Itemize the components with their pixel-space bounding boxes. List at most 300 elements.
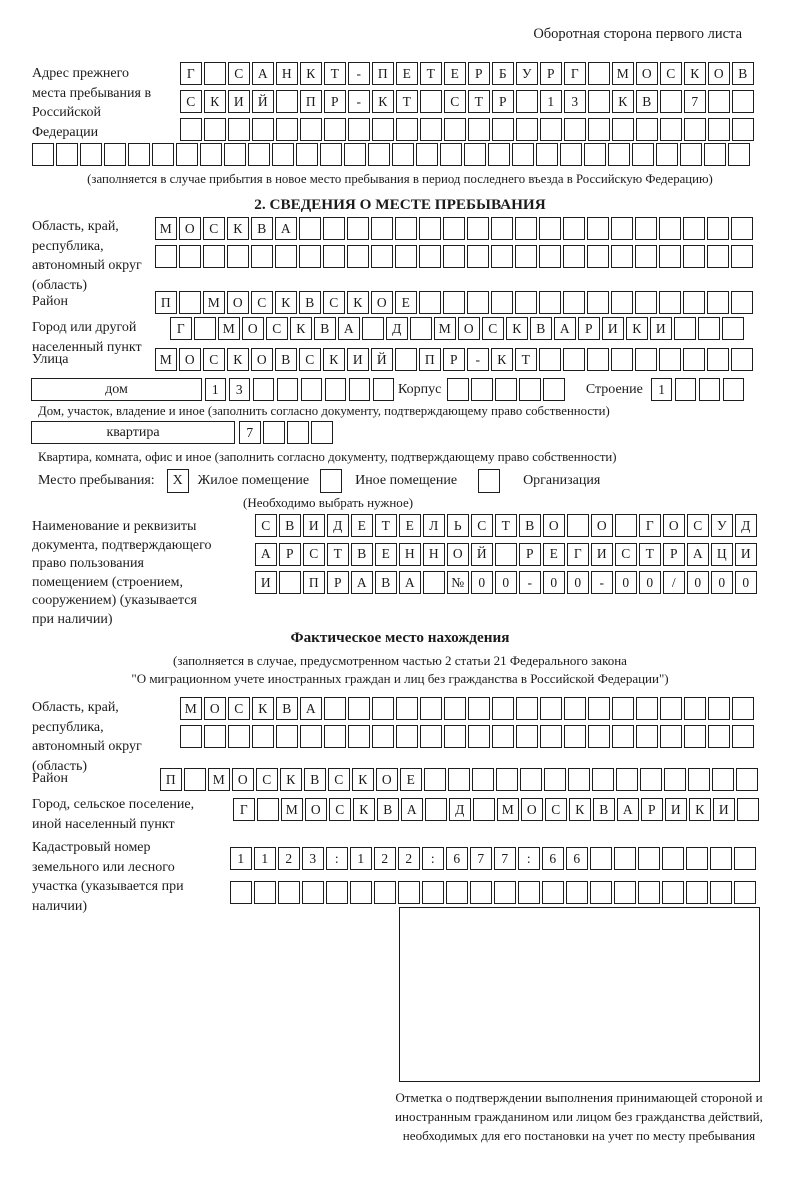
char-cell[interactable]: Н	[423, 543, 445, 566]
char-cell[interactable]: А	[399, 571, 421, 594]
char-cell[interactable]: М	[180, 697, 202, 720]
char-cell[interactable]: С	[660, 62, 682, 85]
char-cell[interactable]: А	[255, 543, 277, 566]
char-cell[interactable]: В	[314, 317, 336, 340]
char-cell[interactable]	[372, 725, 394, 748]
char-cell[interactable]	[707, 245, 729, 268]
char-cell[interactable]	[299, 217, 321, 240]
char-cell[interactable]	[443, 217, 465, 240]
char-cell[interactable]: А	[338, 317, 360, 340]
char-cell[interactable]	[660, 697, 682, 720]
char-cell[interactable]	[683, 291, 705, 314]
char-cell[interactable]	[612, 118, 634, 141]
char-cell[interactable]	[348, 725, 370, 748]
char-cell[interactable]: 1	[254, 847, 276, 870]
char-cell[interactable]: Р	[324, 90, 346, 113]
char-cell[interactable]: 2	[278, 847, 300, 870]
char-cell[interactable]	[104, 143, 126, 166]
char-cell[interactable]	[563, 348, 585, 371]
char-cell[interactable]: К	[227, 217, 249, 240]
char-cell[interactable]	[564, 118, 586, 141]
char-cell[interactable]	[590, 881, 612, 904]
char-cell[interactable]	[662, 847, 684, 870]
char-cell[interactable]	[184, 768, 206, 791]
char-cell[interactable]: Р	[641, 798, 663, 821]
char-cell[interactable]: 0	[567, 571, 589, 594]
char-cell[interactable]	[566, 881, 588, 904]
char-cell[interactable]: К	[372, 90, 394, 113]
char-cell[interactable]	[275, 245, 297, 268]
char-cell[interactable]	[311, 421, 333, 444]
char-cell[interactable]	[444, 118, 466, 141]
char-cell[interactable]	[707, 348, 729, 371]
char-cell[interactable]: В	[351, 543, 373, 566]
char-cell[interactable]	[467, 217, 489, 240]
char-cell[interactable]: 0	[543, 571, 565, 594]
char-cell[interactable]	[659, 348, 681, 371]
char-cell[interactable]	[395, 348, 417, 371]
char-cell[interactable]: 7	[470, 847, 492, 870]
char-cell[interactable]: Т	[515, 348, 537, 371]
char-cell[interactable]: И	[591, 543, 613, 566]
char-cell[interactable]	[616, 768, 638, 791]
char-cell[interactable]	[227, 245, 249, 268]
char-cell[interactable]	[660, 90, 682, 113]
char-cell[interactable]	[611, 291, 633, 314]
char-cell[interactable]	[251, 245, 273, 268]
char-cell[interactable]	[686, 881, 708, 904]
char-cell[interactable]	[568, 768, 590, 791]
char-cell[interactable]	[368, 143, 390, 166]
char-cell[interactable]: А	[275, 217, 297, 240]
char-cell[interactable]	[515, 245, 537, 268]
char-cell[interactable]	[612, 697, 634, 720]
char-cell[interactable]	[512, 143, 534, 166]
char-cell[interactable]	[396, 725, 418, 748]
char-cell[interactable]: О	[376, 768, 398, 791]
char-cell[interactable]: О	[636, 62, 658, 85]
char-cell[interactable]: Е	[396, 62, 418, 85]
char-cell[interactable]: К	[506, 317, 528, 340]
char-cell[interactable]	[470, 881, 492, 904]
char-cell[interactable]: К	[204, 90, 226, 113]
char-cell[interactable]	[684, 725, 706, 748]
apartment-type-box[interactable]: квартира	[31, 421, 235, 444]
char-cell[interactable]: М	[612, 62, 634, 85]
char-cell[interactable]	[179, 245, 201, 268]
place-type-checkbox-residential[interactable]: X	[167, 469, 189, 493]
char-cell[interactable]: С	[303, 543, 325, 566]
char-cell[interactable]: Ь	[447, 514, 469, 537]
char-cell[interactable]	[635, 348, 657, 371]
char-cell[interactable]	[419, 291, 441, 314]
char-cell[interactable]	[444, 725, 466, 748]
char-cell[interactable]: Р	[468, 62, 490, 85]
char-cell[interactable]	[425, 798, 447, 821]
char-cell[interactable]: 0	[687, 571, 709, 594]
char-cell[interactable]	[588, 118, 610, 141]
char-cell[interactable]	[520, 768, 542, 791]
char-cell[interactable]	[448, 768, 470, 791]
char-cell[interactable]: 0	[639, 571, 661, 594]
char-cell[interactable]: Р	[519, 543, 541, 566]
char-cell[interactable]	[542, 881, 564, 904]
char-cell[interactable]: К	[227, 348, 249, 371]
char-cell[interactable]: И	[602, 317, 624, 340]
char-cell[interactable]	[612, 725, 634, 748]
char-cell[interactable]	[584, 143, 606, 166]
char-cell[interactable]	[492, 725, 514, 748]
char-cell[interactable]: -	[348, 90, 370, 113]
char-cell[interactable]: О	[521, 798, 543, 821]
char-cell[interactable]: К	[347, 291, 369, 314]
place-type-checkbox-other[interactable]	[320, 469, 342, 493]
char-cell[interactable]	[707, 291, 729, 314]
char-cell[interactable]: Т	[327, 543, 349, 566]
char-cell[interactable]: М	[203, 291, 225, 314]
char-cell[interactable]: С	[251, 291, 273, 314]
char-cell[interactable]	[732, 697, 754, 720]
char-cell[interactable]: 6	[566, 847, 588, 870]
char-cell[interactable]	[635, 291, 657, 314]
char-cell[interactable]	[732, 118, 754, 141]
char-cell[interactable]: 0	[471, 571, 493, 594]
char-cell[interactable]: Г	[639, 514, 661, 537]
char-cell[interactable]	[736, 768, 758, 791]
char-cell[interactable]: Е	[375, 543, 397, 566]
char-cell[interactable]	[32, 143, 54, 166]
char-cell[interactable]: О	[204, 697, 226, 720]
char-cell[interactable]: П	[155, 291, 177, 314]
char-cell[interactable]	[471, 378, 493, 401]
char-cell[interactable]: А	[252, 62, 274, 85]
char-cell[interactable]	[228, 118, 250, 141]
char-cell[interactable]: В	[636, 90, 658, 113]
char-cell[interactable]: Е	[399, 514, 421, 537]
char-cell[interactable]	[228, 725, 250, 748]
char-cell[interactable]: А	[401, 798, 423, 821]
char-cell[interactable]: О	[447, 543, 469, 566]
char-cell[interactable]: К	[300, 62, 322, 85]
char-cell[interactable]	[496, 768, 518, 791]
char-cell[interactable]: 1	[651, 378, 673, 401]
char-cell[interactable]: П	[372, 62, 394, 85]
char-cell[interactable]: А	[351, 571, 373, 594]
char-cell[interactable]: У	[516, 62, 538, 85]
char-cell[interactable]	[443, 245, 465, 268]
char-cell[interactable]	[278, 881, 300, 904]
char-cell[interactable]: 3	[229, 378, 251, 401]
char-cell[interactable]: С	[180, 90, 202, 113]
char-cell[interactable]: К	[612, 90, 634, 113]
char-cell[interactable]: Й	[371, 348, 393, 371]
char-cell[interactable]: Т	[375, 514, 397, 537]
char-cell[interactable]: П	[160, 768, 182, 791]
char-cell[interactable]	[444, 697, 466, 720]
char-cell[interactable]	[686, 847, 708, 870]
char-cell[interactable]: Т	[639, 543, 661, 566]
char-cell[interactable]: В	[279, 514, 301, 537]
char-cell[interactable]	[467, 291, 489, 314]
char-cell[interactable]	[683, 217, 705, 240]
char-cell[interactable]	[420, 118, 442, 141]
char-cell[interactable]	[728, 143, 750, 166]
char-cell[interactable]	[419, 245, 441, 268]
char-cell[interactable]	[180, 118, 202, 141]
char-cell[interactable]	[248, 143, 270, 166]
char-cell[interactable]	[446, 881, 468, 904]
char-cell[interactable]	[324, 697, 346, 720]
char-cell[interactable]: В	[275, 348, 297, 371]
char-cell[interactable]: 1	[350, 847, 372, 870]
char-cell[interactable]	[708, 90, 730, 113]
char-cell[interactable]	[659, 217, 681, 240]
char-cell[interactable]	[320, 143, 342, 166]
char-cell[interactable]	[300, 118, 322, 141]
char-cell[interactable]	[518, 881, 540, 904]
char-cell[interactable]: Н	[399, 543, 421, 566]
char-cell[interactable]: О	[227, 291, 249, 314]
char-cell[interactable]	[420, 90, 442, 113]
char-cell[interactable]	[253, 378, 275, 401]
char-cell[interactable]	[516, 90, 538, 113]
char-cell[interactable]: О	[708, 62, 730, 85]
char-cell[interactable]: П	[303, 571, 325, 594]
char-cell[interactable]	[563, 291, 585, 314]
char-cell[interactable]	[323, 217, 345, 240]
char-cell[interactable]	[722, 317, 744, 340]
char-cell[interactable]	[224, 143, 246, 166]
char-cell[interactable]: С	[323, 291, 345, 314]
char-cell[interactable]: 3	[564, 90, 586, 113]
char-cell[interactable]: К	[353, 798, 375, 821]
char-cell[interactable]	[423, 571, 445, 594]
char-cell[interactable]	[540, 118, 562, 141]
char-cell[interactable]	[348, 118, 370, 141]
char-cell[interactable]: И	[303, 514, 325, 537]
char-cell[interactable]	[492, 697, 514, 720]
char-cell[interactable]	[491, 217, 513, 240]
char-cell[interactable]	[422, 881, 444, 904]
char-cell[interactable]: Т	[468, 90, 490, 113]
char-cell[interactable]	[732, 90, 754, 113]
char-cell[interactable]: В	[299, 291, 321, 314]
char-cell[interactable]	[632, 143, 654, 166]
char-cell[interactable]	[230, 881, 252, 904]
char-cell[interactable]	[712, 768, 734, 791]
char-cell[interactable]	[587, 217, 609, 240]
char-cell[interactable]	[392, 143, 414, 166]
char-cell[interactable]	[519, 378, 541, 401]
char-cell[interactable]: И	[347, 348, 369, 371]
char-cell[interactable]	[325, 378, 347, 401]
char-cell[interactable]: А	[687, 543, 709, 566]
char-cell[interactable]: №	[447, 571, 469, 594]
char-cell[interactable]: С	[266, 317, 288, 340]
char-cell[interactable]	[539, 245, 561, 268]
char-cell[interactable]: 2	[398, 847, 420, 870]
char-cell[interactable]	[468, 725, 490, 748]
char-cell[interactable]	[563, 245, 585, 268]
char-cell[interactable]: 1	[540, 90, 562, 113]
char-cell[interactable]	[734, 881, 756, 904]
char-cell[interactable]	[539, 348, 561, 371]
char-cell[interactable]	[680, 143, 702, 166]
char-cell[interactable]	[684, 697, 706, 720]
char-cell[interactable]: М	[155, 217, 177, 240]
char-cell[interactable]	[674, 317, 696, 340]
char-cell[interactable]: М	[434, 317, 456, 340]
char-cell[interactable]	[324, 118, 346, 141]
char-cell[interactable]	[155, 245, 177, 268]
char-cell[interactable]	[263, 421, 285, 444]
char-cell[interactable]	[272, 143, 294, 166]
char-cell[interactable]	[372, 118, 394, 141]
char-cell[interactable]	[731, 245, 753, 268]
char-cell[interactable]: О	[663, 514, 685, 537]
char-cell[interactable]	[731, 217, 753, 240]
char-cell[interactable]	[204, 62, 226, 85]
char-cell[interactable]: 7	[684, 90, 706, 113]
char-cell[interactable]	[635, 217, 657, 240]
char-cell[interactable]	[588, 697, 610, 720]
char-cell[interactable]: А	[554, 317, 576, 340]
char-cell[interactable]: Р	[279, 543, 301, 566]
char-cell[interactable]: Е	[395, 291, 417, 314]
char-cell[interactable]: С	[299, 348, 321, 371]
char-cell[interactable]	[708, 697, 730, 720]
char-cell[interactable]: К	[275, 291, 297, 314]
char-cell[interactable]	[301, 378, 323, 401]
char-cell[interactable]	[615, 514, 637, 537]
char-cell[interactable]	[468, 118, 490, 141]
char-cell[interactable]	[540, 725, 562, 748]
char-cell[interactable]: О	[458, 317, 480, 340]
char-cell[interactable]	[683, 348, 705, 371]
char-cell[interactable]	[737, 798, 759, 821]
house-type-box[interactable]: дом	[31, 378, 202, 401]
char-cell[interactable]: Д	[449, 798, 471, 821]
char-cell[interactable]	[683, 245, 705, 268]
char-cell[interactable]	[277, 378, 299, 401]
char-cell[interactable]	[491, 291, 513, 314]
char-cell[interactable]	[194, 317, 216, 340]
char-cell[interactable]: 0	[495, 571, 517, 594]
char-cell[interactable]	[704, 143, 726, 166]
char-cell[interactable]: М	[218, 317, 240, 340]
char-cell[interactable]	[536, 143, 558, 166]
char-cell[interactable]	[587, 291, 609, 314]
char-cell[interactable]: Е	[444, 62, 466, 85]
char-cell[interactable]: С	[255, 514, 277, 537]
char-cell[interactable]	[347, 245, 369, 268]
char-cell[interactable]: -	[467, 348, 489, 371]
char-cell[interactable]	[660, 118, 682, 141]
char-cell[interactable]	[732, 725, 754, 748]
char-cell[interactable]: П	[419, 348, 441, 371]
char-cell[interactable]: К	[352, 768, 374, 791]
char-cell[interactable]: К	[323, 348, 345, 371]
char-cell[interactable]: С	[444, 90, 466, 113]
char-cell[interactable]: 0	[735, 571, 757, 594]
char-cell[interactable]	[416, 143, 438, 166]
char-cell[interactable]	[587, 348, 609, 371]
char-cell[interactable]: И	[650, 317, 672, 340]
char-cell[interactable]: Р	[443, 348, 465, 371]
char-cell[interactable]: В	[251, 217, 273, 240]
char-cell[interactable]	[660, 725, 682, 748]
char-cell[interactable]	[276, 90, 298, 113]
char-cell[interactable]: 7	[494, 847, 516, 870]
char-cell[interactable]: О	[242, 317, 264, 340]
char-cell[interactable]: Л	[423, 514, 445, 537]
char-cell[interactable]	[684, 118, 706, 141]
char-cell[interactable]	[362, 317, 384, 340]
char-cell[interactable]: К	[280, 768, 302, 791]
char-cell[interactable]: Й	[252, 90, 274, 113]
char-cell[interactable]	[708, 725, 730, 748]
char-cell[interactable]	[539, 291, 561, 314]
char-cell[interactable]	[636, 697, 658, 720]
char-cell[interactable]	[152, 143, 174, 166]
char-cell[interactable]	[592, 768, 614, 791]
char-cell[interactable]	[734, 847, 756, 870]
char-cell[interactable]: 6	[542, 847, 564, 870]
char-cell[interactable]	[204, 118, 226, 141]
char-cell[interactable]	[296, 143, 318, 166]
char-cell[interactable]: Р	[663, 543, 685, 566]
char-cell[interactable]: О	[179, 348, 201, 371]
char-cell[interactable]: Г	[180, 62, 202, 85]
char-cell[interactable]	[347, 217, 369, 240]
char-cell[interactable]	[731, 348, 753, 371]
char-cell[interactable]	[464, 143, 486, 166]
char-cell[interactable]: В	[276, 697, 298, 720]
char-cell[interactable]	[420, 697, 442, 720]
char-cell[interactable]	[567, 514, 589, 537]
char-cell[interactable]	[395, 217, 417, 240]
char-cell[interactable]	[410, 317, 432, 340]
char-cell[interactable]: 7	[239, 421, 261, 444]
char-cell[interactable]: Г	[233, 798, 255, 821]
char-cell[interactable]	[349, 378, 371, 401]
char-cell[interactable]	[56, 143, 78, 166]
char-cell[interactable]: С	[228, 697, 250, 720]
char-cell[interactable]: В	[530, 317, 552, 340]
char-cell[interactable]	[257, 798, 279, 821]
char-cell[interactable]	[675, 378, 697, 401]
char-cell[interactable]	[80, 143, 102, 166]
char-cell[interactable]: В	[375, 571, 397, 594]
char-cell[interactable]: -	[591, 571, 613, 594]
char-cell[interactable]	[472, 768, 494, 791]
char-cell[interactable]	[543, 378, 565, 401]
char-cell[interactable]	[326, 881, 348, 904]
char-cell[interactable]: О	[371, 291, 393, 314]
char-cell[interactable]: А	[300, 697, 322, 720]
char-cell[interactable]	[276, 118, 298, 141]
char-cell[interactable]	[473, 798, 495, 821]
char-cell[interactable]	[699, 378, 721, 401]
char-cell[interactable]: :	[518, 847, 540, 870]
char-cell[interactable]: С	[228, 62, 250, 85]
char-cell[interactable]	[371, 245, 393, 268]
char-cell[interactable]: 0	[615, 571, 637, 594]
char-cell[interactable]: Д	[735, 514, 757, 537]
char-cell[interactable]	[540, 697, 562, 720]
char-cell[interactable]	[662, 881, 684, 904]
char-cell[interactable]	[516, 697, 538, 720]
